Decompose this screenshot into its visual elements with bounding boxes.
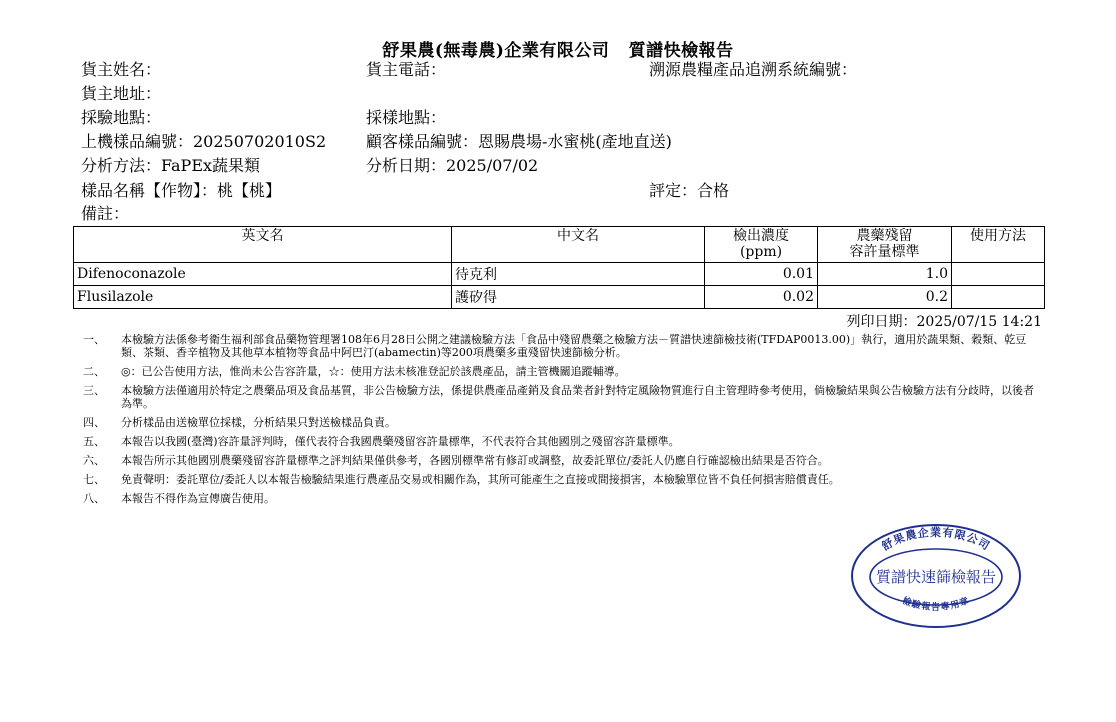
row-mrl: 0.2 <box>818 286 952 309</box>
row-english: Flusilazole <box>74 286 452 309</box>
note-text: 本報告不得作為宣傳廣告使用。 <box>121 492 275 505</box>
report-title: 舒果農(無毒農)企業有限公司 質譜快檢報告 <box>382 41 734 61</box>
note-number: 二、 <box>83 365 105 378</box>
row-chinese: 待克利 <box>452 263 705 286</box>
table-row <box>74 286 1045 309</box>
note-text: 本檢驗方法係參考衛生福利部食品藥物管理署108年6月28日公開之建議檢驗方法「食品中殘留農藥之檢驗方法－質譜快速篩檢技術(TFDAP0013.00)」執行，適用於蔬果類、穀類、乾豆類、茶類、香辛植物及其他草本植物等食品中阿巴汀(abamectin)等200項農藥多重殘留快速篩檢分析。 <box>121 333 1027 359</box>
customer-sample-id: 顧客樣品編號：恩賜農場-水蜜桃(產地直送) <box>366 132 672 151</box>
note-item <box>83 454 1043 467</box>
header-detected-line1: 檢出濃度 <box>733 228 789 244</box>
note-number: 六、 <box>83 454 105 467</box>
judgement: 評定：合格 <box>649 181 730 200</box>
note-text: 分析樣品由送檢單位採樣，分析結果只對送檢樣品負責。 <box>121 416 396 429</box>
row-detected: 0.02 <box>705 286 818 309</box>
header-mrl <box>818 227 952 263</box>
table-row <box>74 263 1045 286</box>
note-number: 三、 <box>83 384 105 397</box>
seal-center-text: 質譜快速篩檢報告 <box>875 568 997 586</box>
note-text: 本報告所示其他國別農藥殘留容許量標準之評判結果僅供參考，各國別標準常有修訂或調整，故委託單位/委託人仍應自行確認檢出結果是否符合。 <box>121 454 829 467</box>
header-mrl-line2: 容許量標準 <box>849 244 920 260</box>
note-item <box>83 435 1043 448</box>
sample-name: 樣品名稱【作物】：桃【桃】 <box>81 181 282 200</box>
header-chinese: 中文名 <box>452 227 705 263</box>
header-mrl-line1: 農藥殘留 <box>856 228 913 244</box>
results-table <box>73 226 1045 309</box>
note-text: ◎：已公告使用方法，惟尚未公告容許量，☆：使用方法未核准登記於該農產品，請主管機關追蹤輔導。 <box>121 365 626 378</box>
note-number: 八、 <box>83 492 105 505</box>
table-header-row <box>74 227 1045 263</box>
trace-number: 溯源農糧產品追溯系統編號： <box>649 60 858 79</box>
header-english: 英文名 <box>74 227 452 263</box>
note-item <box>83 416 1043 429</box>
inspection-site: 採驗地點： <box>81 108 162 127</box>
seal-bottom-text: 檢驗報告專用章 <box>900 596 972 613</box>
sample-id: 上機樣品編號：20250702010S2 <box>81 132 327 151</box>
row-usage <box>952 263 1045 286</box>
note-text: 免責聲明：委託單位/委託人以本報告檢驗結果進行農產品交易或相關作為，其所可能產生之直接或間接損害，本檢驗單位皆不負任何損害賠償責任。 <box>121 473 840 486</box>
sampling-site: 採樣地點： <box>366 108 447 127</box>
print-date: 列印日期：2025/07/15 14:21 <box>846 314 1042 330</box>
header-usage: 使用方法 <box>952 227 1045 263</box>
note-item <box>83 473 1043 486</box>
seal-top-text: 舒果農企業有限公司 <box>879 526 993 554</box>
note-text: 本檢驗方法僅適用於特定之農藥品項及食品基質，非公告檢驗方法，係提供農產品產銷及食品業者針對特定風險物質進行自主管理時參考使用，倘檢驗結果與公告檢驗方法有分歧時，以後者為準。 <box>121 384 1034 410</box>
remarks: 備註： <box>81 204 130 223</box>
note-item <box>83 384 1043 410</box>
note-number: 七、 <box>83 473 105 486</box>
notes-list <box>83 333 1043 511</box>
row-chinese: 護矽得 <box>452 286 705 309</box>
note-number: 一、 <box>83 333 105 346</box>
row-usage <box>952 286 1045 309</box>
note-item <box>83 492 1043 505</box>
analysis-date: 分析日期：2025/07/02 <box>366 156 539 175</box>
note-item <box>83 365 1043 378</box>
note-number: 五、 <box>83 435 105 448</box>
note-text: 本報告以我國(臺灣)容許量評判時，僅代表符合我國農藥殘留容許量標準，不代表符合其他國別之殘留容許量標準。 <box>121 435 680 448</box>
note-number: 四、 <box>83 416 105 429</box>
report-seal <box>848 522 1024 630</box>
owner-address: 貨主地址： <box>81 84 162 103</box>
row-english: Difenoconazole <box>74 263 452 286</box>
owner-name: 貨主姓名： <box>81 60 162 79</box>
row-detected: 0.01 <box>705 263 818 286</box>
header-detected-line2: (ppm) <box>739 244 783 260</box>
row-mrl: 1.0 <box>818 263 952 286</box>
analysis-method: 分析方法：FaPEx蔬果類 <box>81 156 261 175</box>
header-detected <box>705 227 818 263</box>
note-item <box>83 333 1043 359</box>
owner-phone: 貨主電話： <box>366 60 447 79</box>
